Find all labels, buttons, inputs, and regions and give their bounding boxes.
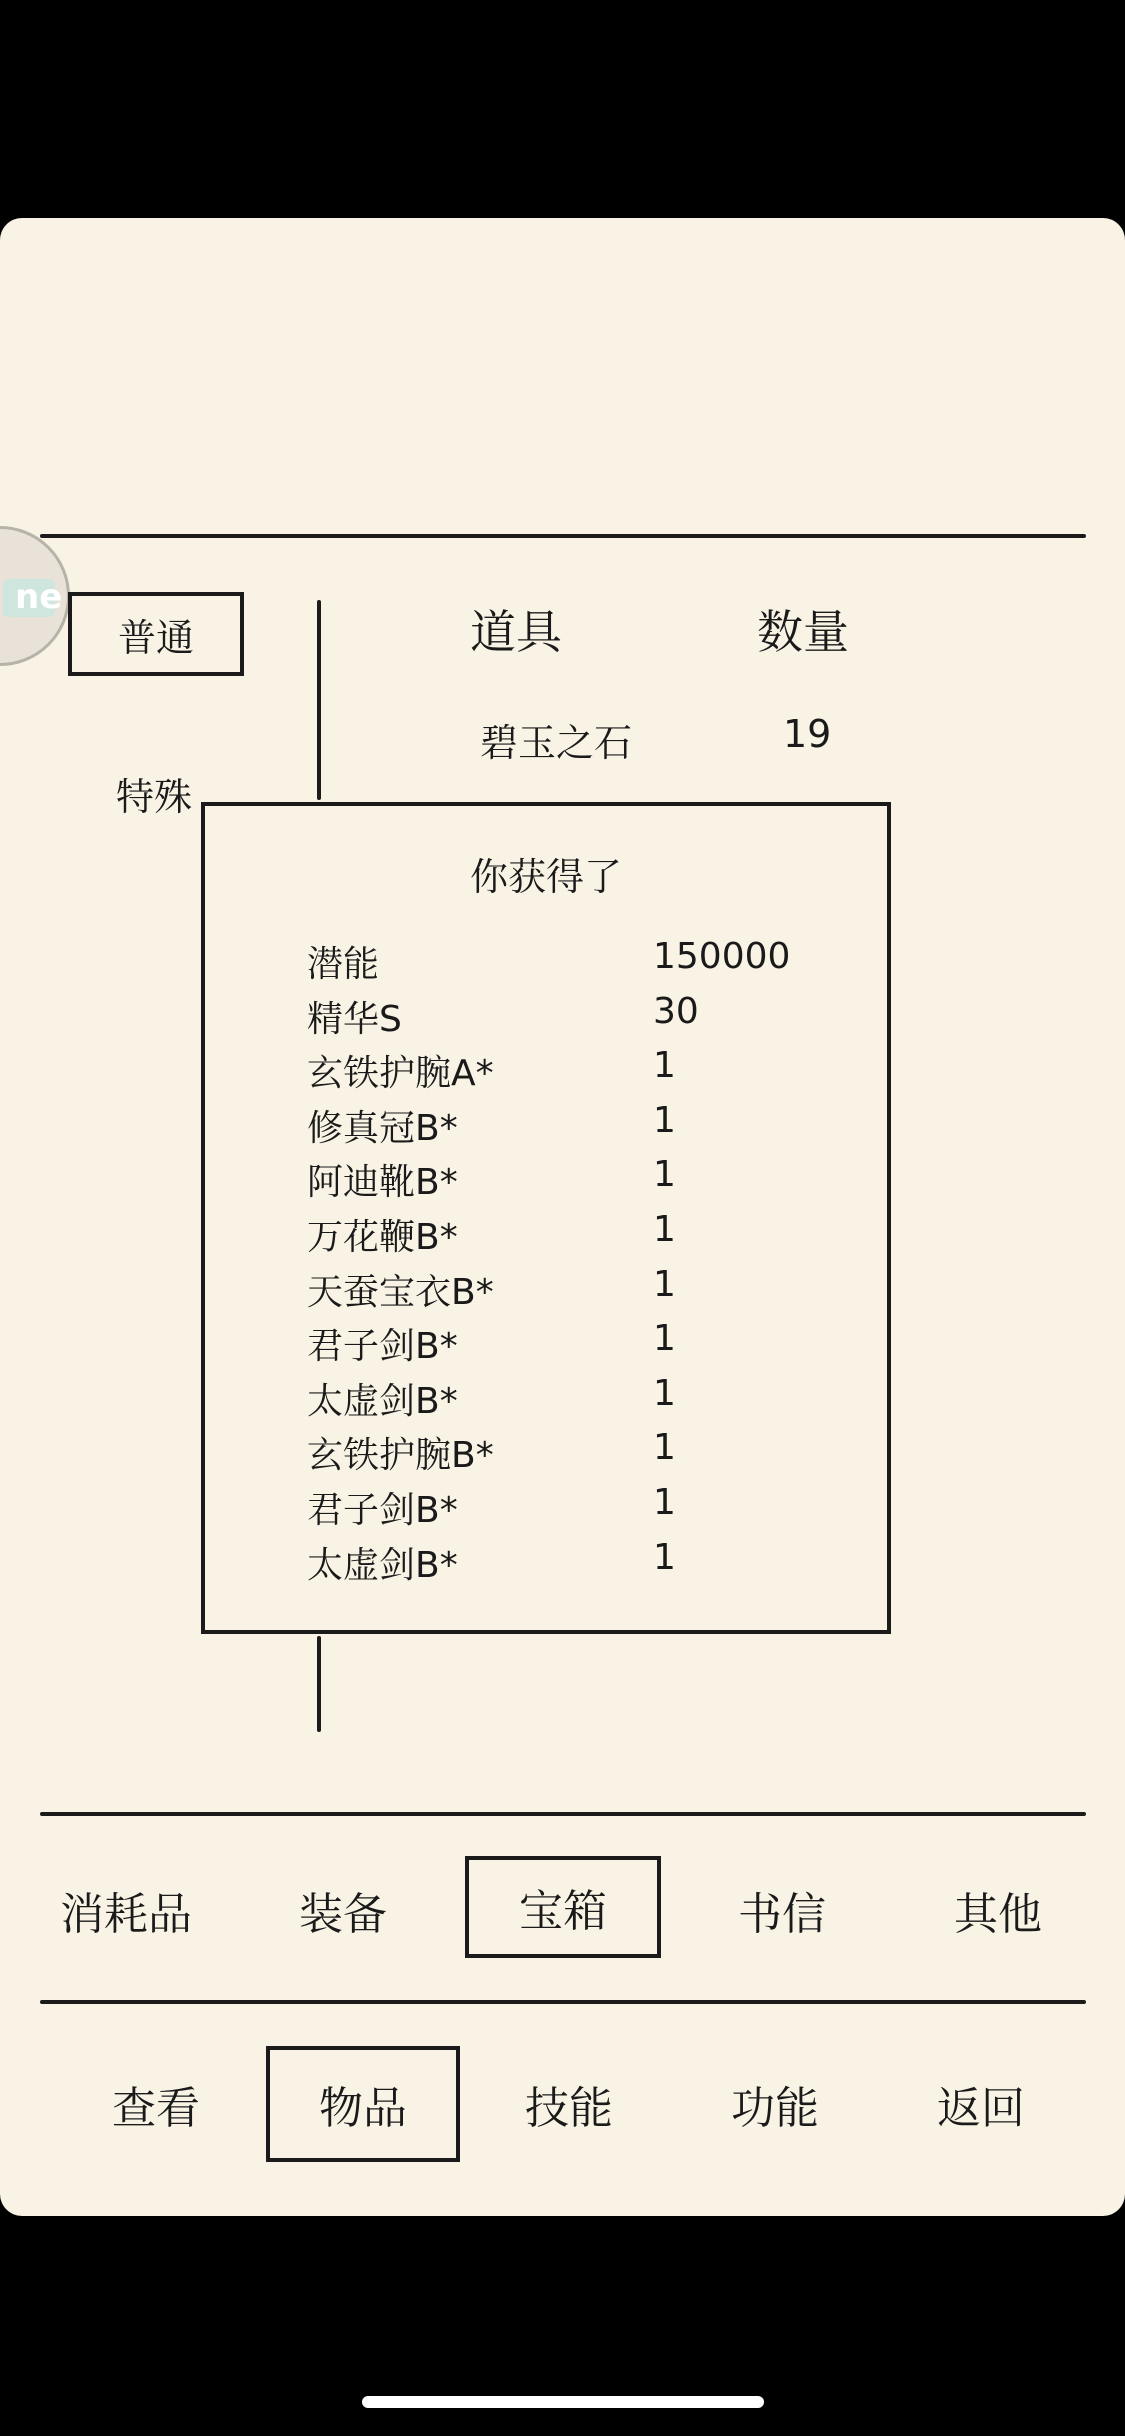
- reward-qty: 1: [653, 1208, 676, 1250]
- tab-functions[interactable]: 功能: [731, 2083, 819, 2134]
- reward-name: 阿迪靴B*: [307, 1162, 458, 1204]
- floating-shortcut-glyph: ne: [15, 577, 63, 617]
- reward-row: [307, 1537, 867, 1592]
- category-normal-button[interactable]: [68, 592, 244, 676]
- reward-row: [307, 1100, 867, 1155]
- reward-row: [307, 1154, 867, 1209]
- reward-name: 天蚕宝衣B*: [307, 1271, 494, 1313]
- reward-name: 太虚剑B*: [307, 1544, 458, 1586]
- reward-qty: 1: [653, 1481, 676, 1523]
- tab-consumables[interactable]: 消耗品: [60, 1889, 192, 1940]
- reward-name: 修真冠B*: [307, 1107, 458, 1149]
- reward-qty: 1: [653, 1318, 676, 1360]
- reward-qty: 30: [653, 990, 699, 1032]
- tab-others[interactable]: 其他: [954, 1889, 1042, 1940]
- reward-popup[interactable]: [201, 802, 891, 1634]
- reward-qty: 1: [653, 1099, 676, 1141]
- reward-name: 太虚剑B*: [307, 1380, 458, 1422]
- category-normal-label: 普通: [117, 615, 194, 660]
- reward-row: [307, 991, 867, 1046]
- tab-equipment[interactable]: 装备: [299, 1889, 387, 1940]
- game-screen: [0, 218, 1125, 2216]
- popup-title: 你获得了: [469, 855, 622, 899]
- app-shortcut-icon: [3, 577, 63, 617]
- tab-treasure-chest-label: 宝箱: [519, 1886, 607, 1937]
- top-divider: [40, 534, 1086, 538]
- reward-row: [307, 1318, 867, 1373]
- category-special-label: 特殊: [116, 775, 193, 819]
- item-row-name[interactable]: 碧玉之石: [480, 721, 633, 765]
- reward-name: 潜能: [307, 944, 380, 985]
- panel-vertical-divider-lower: [317, 1636, 321, 1732]
- reward-list: [307, 936, 867, 1591]
- reward-qty: 1: [653, 1263, 676, 1305]
- reward-qty: 150000: [653, 936, 791, 977]
- reward-name: 玄铁护腕B*: [307, 1435, 494, 1477]
- reward-row: [307, 1482, 867, 1537]
- reward-qty: 1: [653, 1536, 676, 1578]
- tab-items-label: 物品: [319, 2083, 407, 2134]
- item-row-qty: 19: [783, 712, 832, 756]
- reward-row: [307, 936, 867, 991]
- column-header-quantity: 数量: [757, 605, 849, 659]
- item-tabs-top-divider: [40, 1812, 1086, 1816]
- tab-items[interactable]: [266, 2046, 460, 2162]
- main-tabs-top-divider: [40, 2000, 1086, 2004]
- panel-vertical-divider: [317, 600, 321, 800]
- reward-row: [307, 1045, 867, 1100]
- reward-qty: 1: [653, 1427, 676, 1469]
- floating-shortcut-button[interactable]: [0, 526, 70, 666]
- reward-name: 精华S: [307, 998, 402, 1040]
- home-indicator[interactable]: [362, 2396, 764, 2408]
- tab-skills[interactable]: 技能: [525, 2083, 613, 2134]
- reward-name: 君子剑B*: [307, 1489, 458, 1531]
- tab-view[interactable]: 查看: [112, 2083, 200, 2134]
- tab-back[interactable]: 返回: [937, 2083, 1025, 2134]
- reward-qty: 1: [653, 1045, 676, 1087]
- reward-name: 君子剑B*: [307, 1326, 458, 1368]
- reward-qty: 1: [653, 1372, 676, 1414]
- column-header-item: 道具: [470, 605, 562, 659]
- reward-row: [307, 1209, 867, 1264]
- tab-treasure-chest[interactable]: [465, 1856, 661, 1958]
- reward-row: [307, 1264, 867, 1319]
- reward-row: [307, 1373, 867, 1428]
- category-special-button[interactable]: [116, 766, 192, 821]
- reward-name: 玄铁护腕A*: [307, 1053, 494, 1095]
- reward-qty: 1: [653, 1154, 676, 1196]
- reward-row: [307, 1427, 867, 1482]
- reward-name: 万花鞭B*: [307, 1216, 458, 1258]
- tab-letters[interactable]: 书信: [738, 1889, 826, 1940]
